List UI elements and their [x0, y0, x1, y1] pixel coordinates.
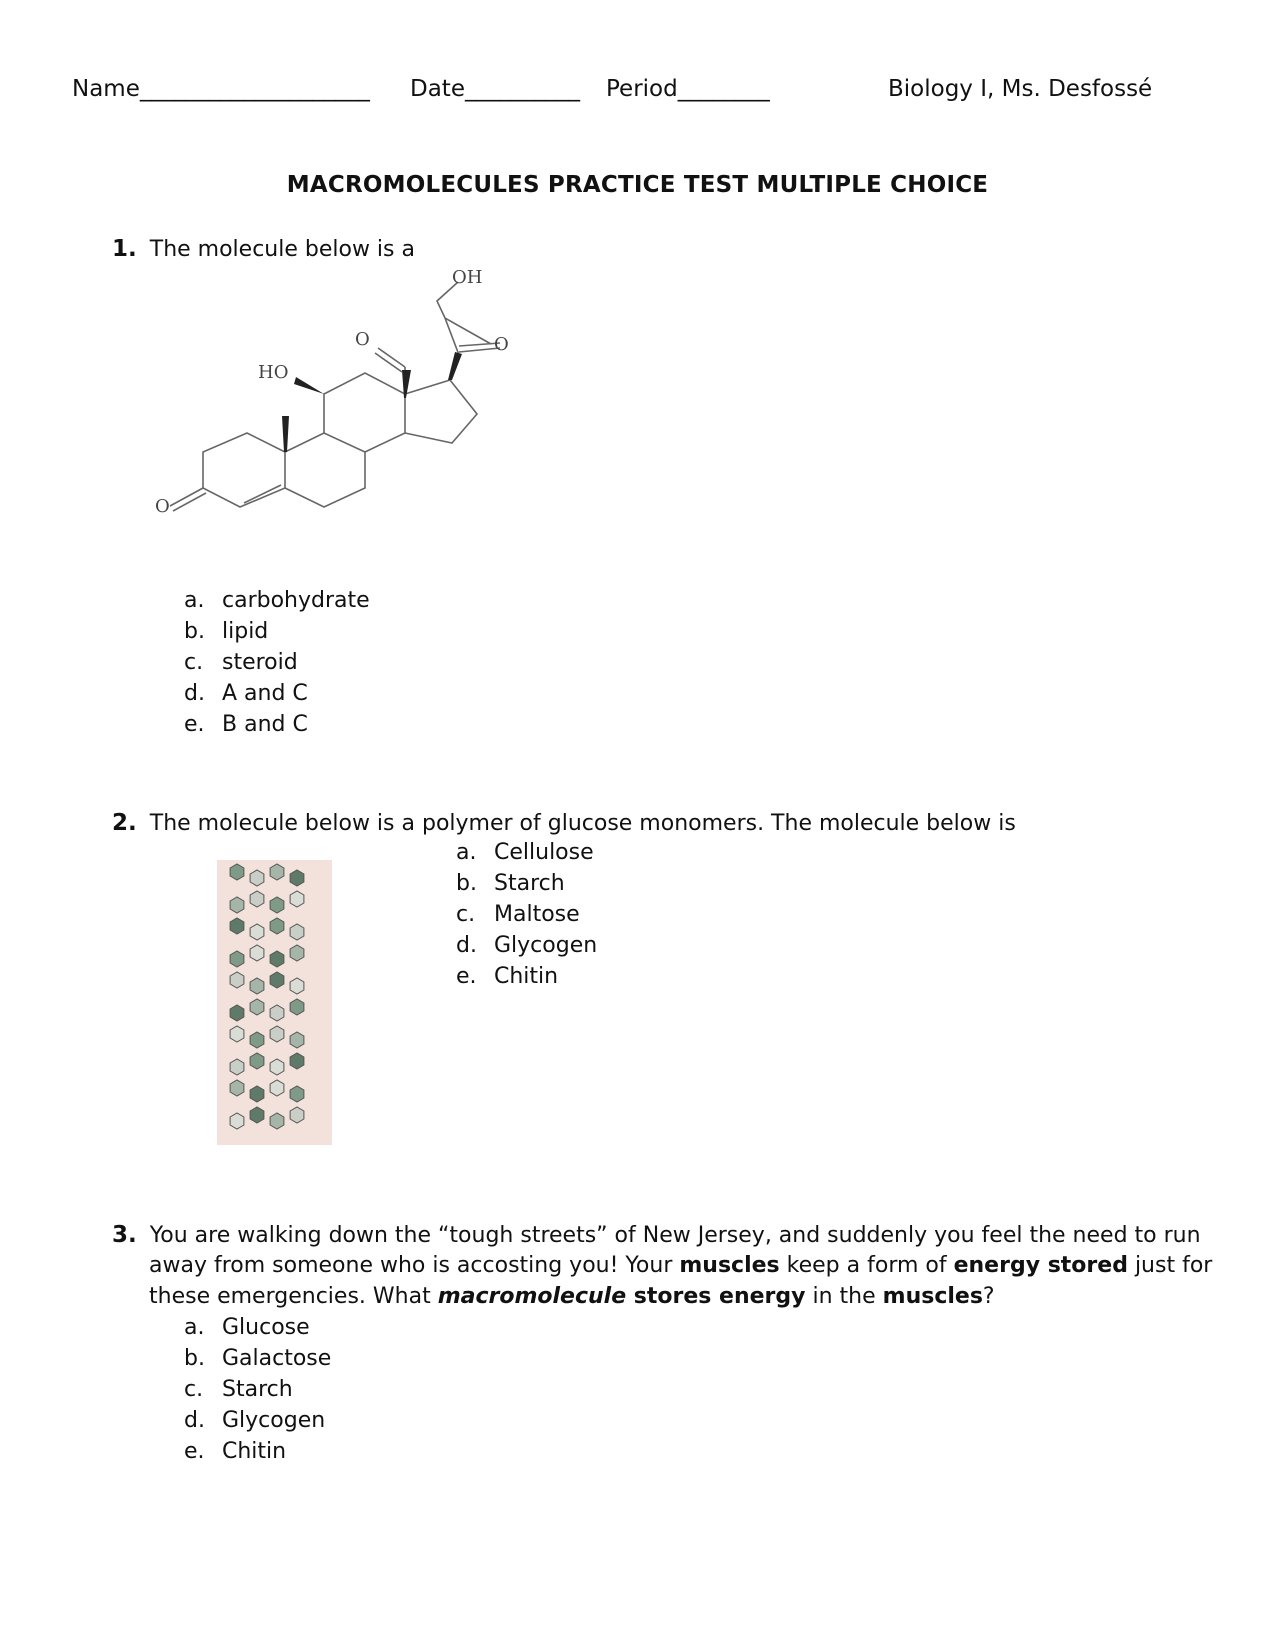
- glucose-unit: [290, 870, 304, 886]
- glucose-unit: [270, 1080, 284, 1096]
- glucose-unit: [290, 1032, 304, 1048]
- ring-a: [203, 433, 285, 507]
- q1-option-d[interactable]: d. A and C: [184, 681, 308, 706]
- glucose-unit: [290, 1053, 304, 1069]
- label-o-ring: O: [155, 496, 170, 517]
- glucose-unit: [250, 891, 264, 907]
- glucose-unit: [290, 1107, 304, 1123]
- glucose-unit: [270, 972, 284, 988]
- q1-option-b[interactable]: b. lipid: [184, 619, 269, 644]
- q3-option-c[interactable]: c. Starch: [184, 1377, 293, 1402]
- ring-b: [285, 433, 365, 507]
- hydroxyl-wedge: [294, 377, 324, 394]
- glucose-unit: [230, 918, 244, 934]
- glucose-unit: [270, 1113, 284, 1129]
- glucose-unit: [270, 897, 284, 913]
- label-o-ketone: O: [494, 334, 509, 355]
- steroid-structure-diagram: [0, 0, 1275, 560]
- question-2-text: The molecule below is a polymer of glucose monomers. The molecule below is: [149, 811, 1016, 836]
- question-3-line-3: these emergencies. What macromolecule stores energy in the muscles?: [149, 1284, 995, 1309]
- date-label: Date: [410, 76, 465, 102]
- q1-option-a[interactable]: a. carbohydrate: [184, 588, 370, 613]
- glucose-unit: [250, 1032, 264, 1048]
- q2-option-e[interactable]: e. Chitin: [456, 964, 559, 989]
- glucose-unit: [230, 1113, 244, 1129]
- glucose-unit: [250, 1053, 264, 1069]
- glucose-unit: [290, 891, 304, 907]
- q3-option-a[interactable]: a. Glucose: [184, 1315, 310, 1340]
- glucose-unit: [290, 999, 304, 1015]
- label-oh-top: OH: [452, 267, 483, 288]
- aldehyde-carbonyl: [375, 348, 405, 372]
- q3-option-b[interactable]: b. Galactose: [184, 1346, 332, 1371]
- glucose-unit: [230, 1059, 244, 1075]
- name-blank: ____________________: [139, 76, 370, 102]
- glucose-unit: [270, 864, 284, 880]
- name-label: Name: [72, 76, 140, 102]
- question-2: [112, 810, 1016, 836]
- page-title: MACROMOLECULES PRACTICE TEST MULTIPLE CHOICE: [286, 172, 989, 198]
- q2-option-c[interactable]: c. Maltose: [456, 902, 580, 927]
- glucose-unit: [290, 1086, 304, 1102]
- glucose-unit: [290, 924, 304, 940]
- q3-option-d[interactable]: d. Glycogen: [184, 1408, 326, 1433]
- glucose-unit: [250, 924, 264, 940]
- methyl-wedge: [282, 416, 289, 452]
- glucose-unit: [270, 918, 284, 934]
- question-1-text: The molecule below is a: [149, 237, 415, 262]
- glucose-unit: [230, 1005, 244, 1021]
- question-3-number: 3.: [112, 1222, 137, 1248]
- glucose-unit: [230, 864, 244, 880]
- glucose-unit: [230, 972, 244, 988]
- ring-c: [324, 373, 405, 452]
- glucose-unit: [290, 945, 304, 961]
- glycogen-chain-image: [217, 860, 332, 1145]
- glucose-unit: [250, 1086, 264, 1102]
- glucose-unit: [250, 999, 264, 1015]
- course-label: Biology I, Ms. Desfossé: [888, 76, 1153, 102]
- glucose-unit: [230, 951, 244, 967]
- question-2-number: 2.: [112, 810, 137, 836]
- glucose-unit: [270, 1005, 284, 1021]
- glucose-unit: [270, 1026, 284, 1042]
- glucose-unit: [250, 945, 264, 961]
- question-3-text-1: You are walking down the “tough streets” of New Jersey, and suddenly you feel the need to run: [149, 1223, 1201, 1248]
- emph-macromolecule: macromolecule: [437, 1284, 627, 1309]
- q1-option-c[interactable]: c. steroid: [184, 650, 298, 675]
- emph-muscles: muscles: [679, 1253, 780, 1278]
- glucose-unit: [250, 978, 264, 994]
- label-ho: HO: [258, 362, 289, 383]
- glucose-unit: [250, 870, 264, 886]
- glucose-unit: [270, 951, 284, 967]
- side-chain-wedge: [448, 352, 462, 380]
- label-o-aldehyde: O: [355, 329, 370, 350]
- question-3-line-1: [112, 1222, 1201, 1248]
- date-blank: __________: [464, 76, 580, 102]
- q1-option-e[interactable]: e. B and C: [184, 712, 308, 737]
- period-label: Period: [606, 76, 678, 102]
- period-blank: ________: [677, 76, 770, 102]
- ring-d: [405, 380, 477, 443]
- q3-option-e[interactable]: e. Chitin: [184, 1439, 287, 1464]
- glucose-unit: [250, 1107, 264, 1123]
- glucose-unit: [230, 1026, 244, 1042]
- glucose-chain-drawing: [217, 860, 332, 1145]
- glucose-unit: [290, 978, 304, 994]
- glucose-unit: [230, 897, 244, 913]
- q2-option-a[interactable]: a. Cellulose: [456, 840, 594, 865]
- q2-option-b[interactable]: b. Starch: [456, 871, 565, 896]
- question-1-number: 1.: [112, 236, 137, 262]
- question-3-line-2: away from someone who is accosting you! Your muscles keep a form of energy stored just for: [149, 1253, 1213, 1278]
- glucose-unit: [270, 1059, 284, 1075]
- emph-energy-stored: energy stored: [953, 1253, 1128, 1278]
- ring-a-double-bond: [244, 485, 281, 503]
- ring-a-carbonyl: [170, 488, 206, 511]
- glucose-unit: [230, 1080, 244, 1096]
- q2-option-d[interactable]: d. Glycogen: [456, 933, 598, 958]
- emph-stores-energy: stores energy: [626, 1284, 806, 1309]
- emph-muscles-2: muscles: [882, 1284, 983, 1309]
